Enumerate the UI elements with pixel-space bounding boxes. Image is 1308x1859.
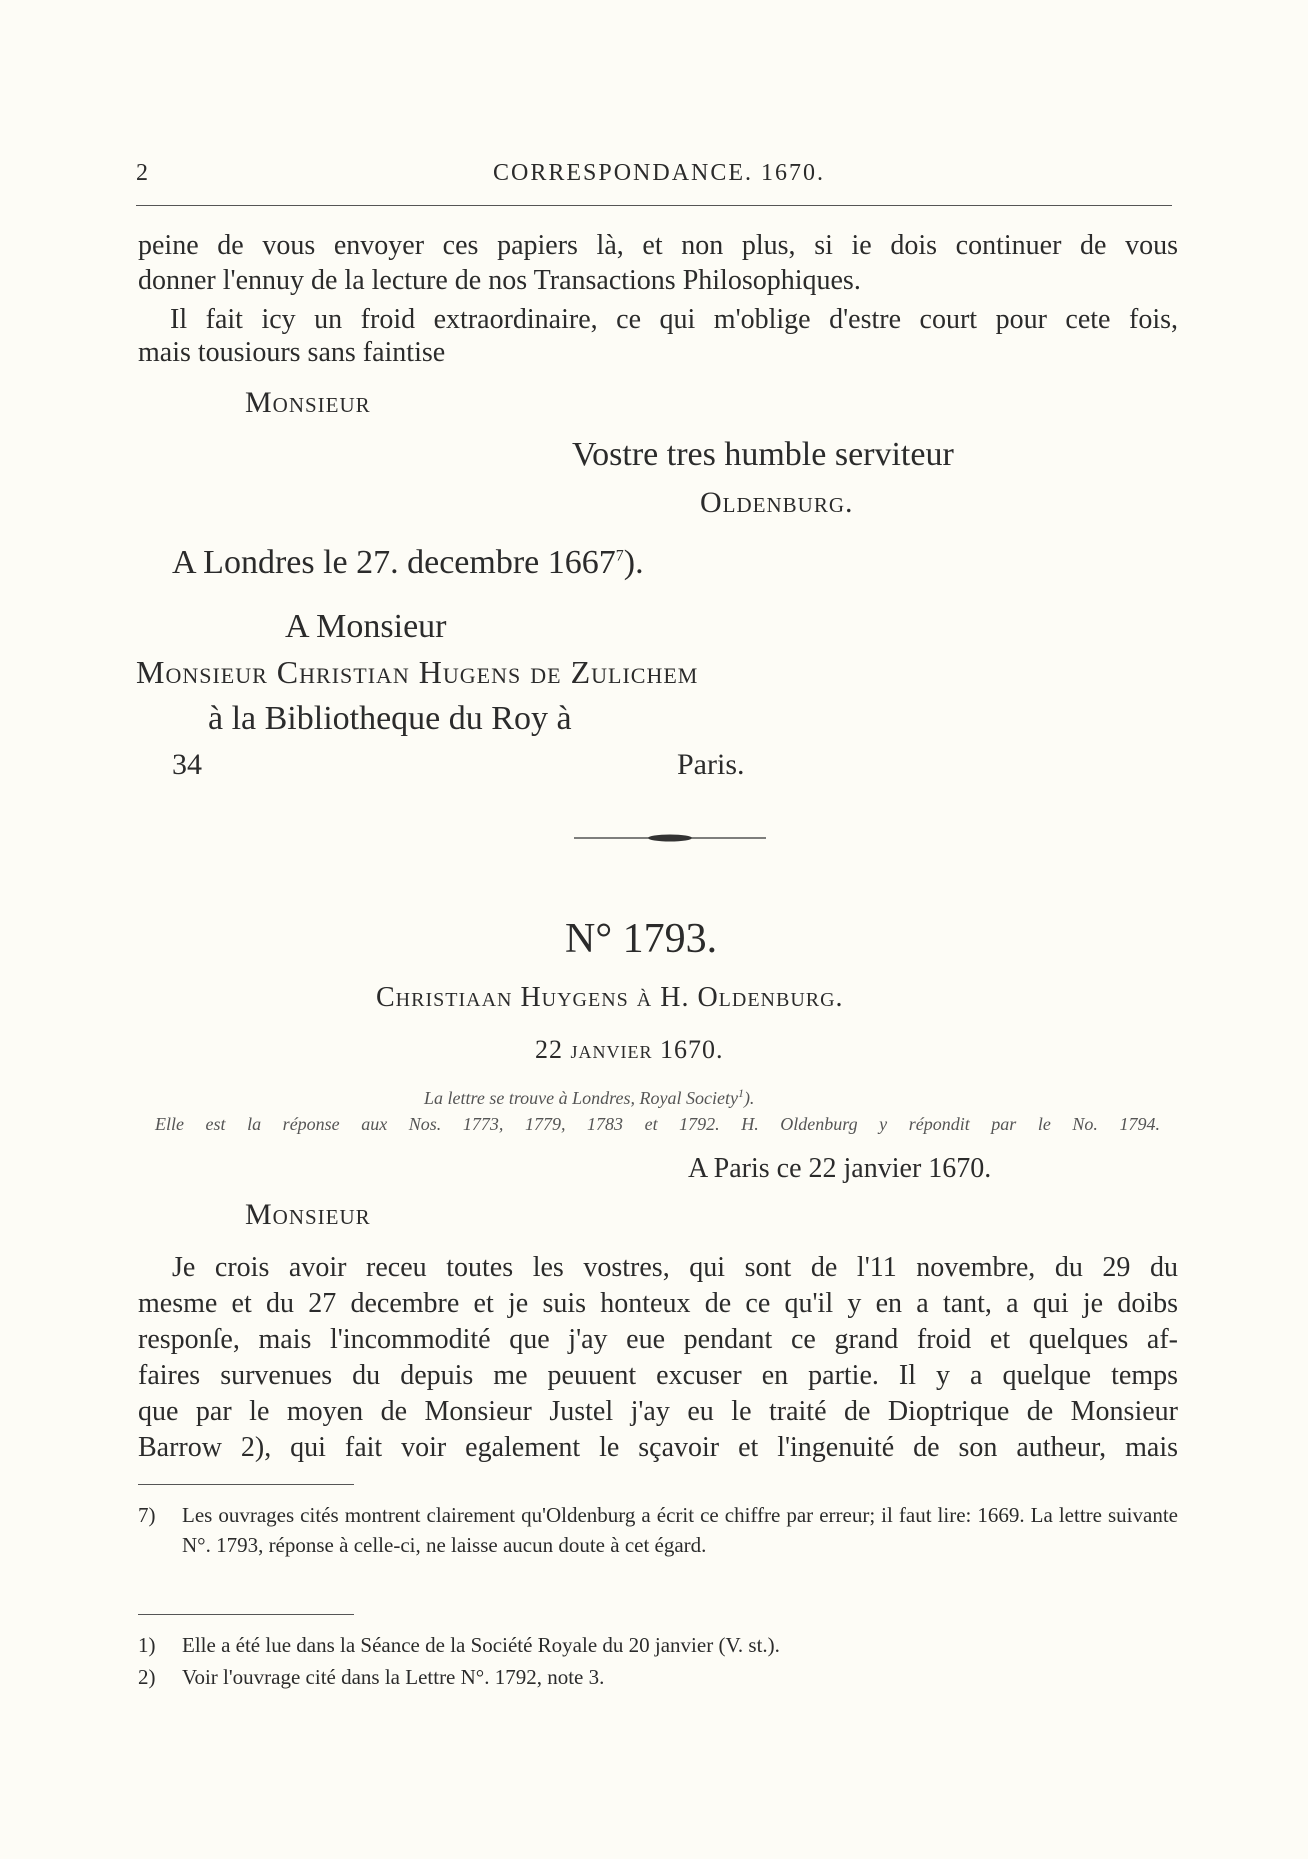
running-title: CORRESPONDANCE. 1670.	[493, 160, 826, 186]
source-note	[424, 1086, 754, 1109]
reply-note: Elle est la réponse aux Nos. 1773, 1779, 1783 et 1792. H. Oldenburg y répondit par le No. 1794.	[155, 1114, 1160, 1134]
closing-paren: ).	[743, 1088, 755, 1108]
salutation: Monsieur	[245, 386, 371, 419]
address-line: Monsieur Christian Hugens de Zulichem	[136, 654, 699, 690]
footnote-mark: 7)	[138, 1503, 156, 1527]
header-rule	[136, 205, 1172, 206]
footnote-text: Les ouvrages cités montrent clairement qu'Oldenburg a écrit ce chiffre par erreur; il faut lire: 1669. La lettre suivante N°. 1793, réponse à celle-ci, ne laisse aucun doute à cet égard.	[182, 1503, 1178, 1557]
body-line: que par le moyen de Monsieur Justel j'ay eu le traité de Dioptrique de Monsieur	[138, 1396, 1178, 1427]
source-note-text: La lettre se trouve à Londres, Royal Society	[424, 1088, 738, 1108]
footnote-ref: 7	[615, 547, 624, 565]
section-ornament	[570, 830, 770, 846]
footnote-ref: 1	[737, 1086, 744, 1100]
body-line: faires survenues du depuis me peuuent excuser en partie. Il y a quelque temps	[138, 1360, 1178, 1391]
body-line: Je crois avoir receu toutes les vostres, qui sont de l'11 novembre, du 29 du	[172, 1252, 1178, 1283]
text-line: donner l'ennuy de la lecture de nos Transactions Philosophiques.	[138, 265, 861, 296]
text-line: mais tousiours sans faintise	[138, 337, 446, 368]
page-number: 2	[136, 160, 148, 186]
footnote-mark: 1)	[138, 1633, 156, 1657]
letter-date: 22 janvier 1670.	[535, 1035, 724, 1064]
footnote-rule	[138, 1614, 354, 1615]
address-line: A Monsieur	[285, 608, 447, 645]
footnote-rule	[138, 1484, 354, 1485]
place-date	[172, 544, 644, 582]
signature: Oldenburg.	[700, 486, 854, 519]
letter-salutation: Monsieur	[245, 1198, 371, 1231]
body-line: mesme et du 27 decembre et je suis honteux de ce qu'il y en a tant, a qui je doibs	[138, 1288, 1178, 1319]
footnote-text: Voir l'ouvrage cité dans la Lettre N°. 1792, note 3.	[182, 1665, 605, 1689]
address-city: Paris.	[677, 748, 745, 781]
letter-title: Christiaan Huygens à H. Oldenburg.	[376, 982, 844, 1013]
address-line: à la Bibliotheque du Roy à	[208, 700, 572, 737]
text-line: peine de vous envoyer ces papiers là, et non plus, si ie dois continuer de vous	[138, 230, 1178, 261]
body-line: Barrow 2), qui fait voir egalement le sçavoir et l'ingenuité de son autheur, mais	[138, 1432, 1178, 1463]
place-date-text: A Londres le 27. decembre 1667	[172, 544, 616, 581]
letter-number: N° 1793.	[565, 916, 718, 962]
address-number: 34	[172, 748, 202, 781]
footnote	[138, 1630, 1178, 1660]
letter-place-date: A Paris ce 22 janvier 1670.	[688, 1153, 992, 1184]
closing: Vostre tres humble serviteur	[572, 436, 954, 473]
closing-paren: ).	[623, 544, 644, 581]
text-line: Il fait icy un froid extraordinaire, ce qui m'oblige d'estre court pour cete fois,	[170, 304, 1178, 335]
footnote-mark: 2)	[138, 1665, 156, 1689]
footnote	[138, 1662, 1178, 1692]
footnote-text: Elle a été lue dans la Séance de la Société Royale du 20 janvier (V. st.).	[182, 1633, 780, 1657]
footnote	[138, 1500, 1178, 1595]
body-line: responſe, mais l'incommodité que j'ay eue pendant ce grand froid et quelques af-	[138, 1324, 1178, 1355]
